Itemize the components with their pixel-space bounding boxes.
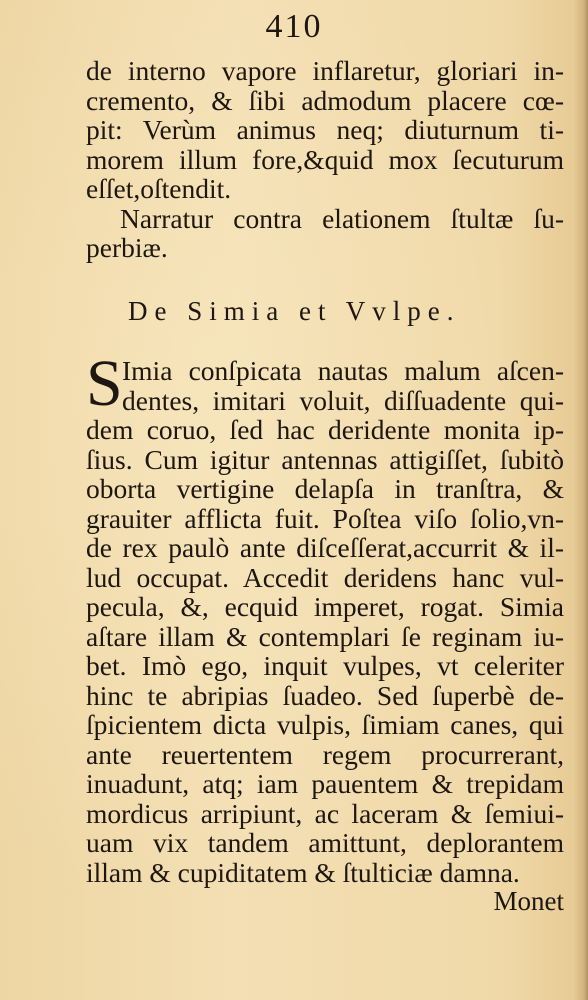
text-line: illam & cupiditatem & ſtulticiæ damna.	[86, 856, 520, 888]
text-line: oborta vertigine delapſa in tranſtra, &	[86, 473, 564, 504]
fable-paragraph	[86, 347, 564, 888]
text-line: aſtare illam & contemplari ſe reginam iu-	[86, 620, 564, 652]
text-line: dentes, imitari voluit, diſſuadente qui-	[122, 384, 564, 416]
text-line: lud occupat. Accedit deridens hanc vul-	[86, 561, 564, 593]
text-line: grauiter afflicta fuit. Poſtea viſo ſolio,vn-	[86, 502, 564, 534]
text-line: de interno vapore inflaretur, gloriari in-	[86, 55, 564, 86]
text-line: de rex paulò ante diſceſſerat,accurrit & il-	[86, 532, 564, 563]
text-line: pit: Verùm animus neq; diuturnum ti-	[86, 114, 564, 145]
text-line: mordicus arripiunt, ac laceram & ſemiui-	[86, 797, 564, 829]
text-line: eſſet,oſtendit.	[86, 173, 232, 204]
text-line: hinc te abripias ſuadeo. Sed ſuperbè de-	[86, 679, 564, 711]
text-line: dem coruo, ſed hac deridente monita ip-	[86, 414, 564, 445]
fable-heading: De Simia et Vvlpe.	[128, 296, 461, 326]
text-line: bet. Imò ego, inquit vulpes, vt celeriter	[86, 650, 564, 681]
text-line: ſpicientem dicta vulpis, ſimiam canes, qui	[86, 709, 564, 740]
top-paragraph	[86, 56, 564, 263]
text-line: uam vix tandem amittunt, deplorantem	[86, 827, 564, 858]
text-line: ſius. Cum igitur antennas attigiſſet, ſubitò	[86, 443, 564, 475]
text-line: ante reuertentem regem procurrerant,	[86, 738, 564, 770]
text-line: pecula, &, ecquid imperet, rogat. Simia	[86, 591, 564, 622]
text-line: inuadunt, atq; iam pauentem & trepidam	[86, 768, 564, 799]
text-line: morem illum fore,&quid mox ſecuturum	[86, 143, 564, 175]
drop-cap: S	[86, 347, 123, 420]
page-number: 410	[265, 8, 323, 45]
moral-line: Narratur contra elationem ſtultæ ſu-	[120, 202, 564, 234]
catchword: Monet	[493, 886, 564, 916]
text-line: cremento, & ſibi admodum placere cœ-	[86, 84, 564, 116]
moral-line: perbiæ.	[86, 232, 168, 263]
text-line: Imia conſpicata nautas malum aſcen-	[122, 355, 564, 386]
page-edge-shadow	[574, 0, 588, 1000]
